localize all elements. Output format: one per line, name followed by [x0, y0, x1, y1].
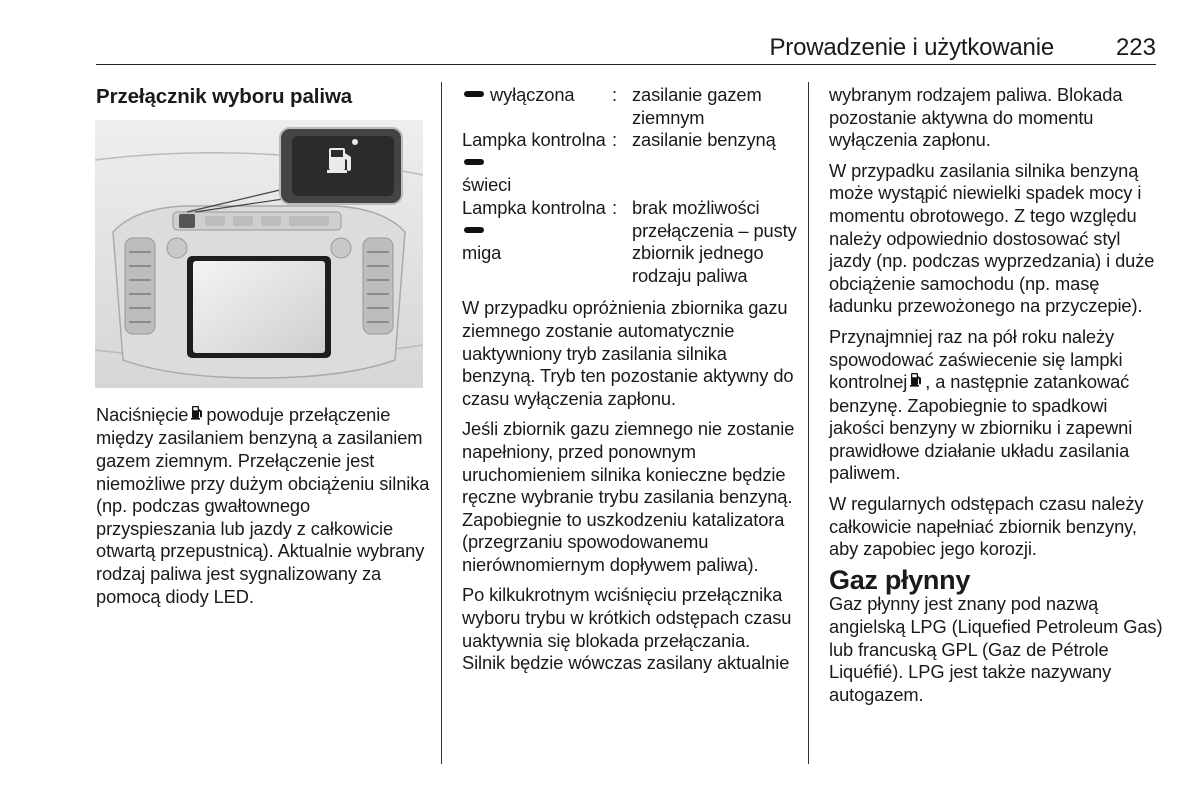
left-column [96, 86, 431, 109]
paragraph-text: Przynajmniej raz na pół roku należy spowodować zaświecenie się lampki kontrolnej [829, 325, 1123, 393]
term-text: miga [462, 242, 502, 264]
paragraph [96, 404, 431, 608]
paragraph [829, 326, 1164, 485]
status-description: brak możliwości przełączenia – pusty zbiornik jednego rodzaju paliwa [632, 196, 797, 286]
running-title: Prowadzenie i użytkowanie [769, 34, 1054, 61]
colon: : [612, 84, 617, 105]
paragraph-text: Naciśnięcie [96, 404, 189, 425]
paragraph-text: , a następnie zatankować benzynę. Zapobiegnie to spadkowi jakości benzyny w zbiorniku i zapewni prawidłowe działanie układu zasilania paliwem. [829, 371, 1133, 484]
led-indicator-icon [464, 227, 484, 233]
led-status-item [462, 197, 797, 287]
paragraph: Gaz płynny jest znany pod nazwą angielską LPG (Liquefied Petroleum Gas) lub francuską GPL (Gaz de Pétrole Liquéfié). LPG jest także nazywany autogazem. [829, 593, 1163, 705]
section-heading-lpg: Gaz płynny [829, 564, 971, 595]
paragraph: Po kilkukrotnym wciśnięciu przełącznika wyboru trybu w krótkich odstępach czasu uaktywnia się blokada przełączania. Silnik będzie wówczas zasilany aktualnie [462, 584, 792, 674]
column-divider-left [441, 82, 442, 764]
fuel-pump-icon [910, 370, 922, 393]
led-status-item [462, 129, 797, 197]
led-status-list [462, 84, 797, 287]
term-text: Lampka kontrolna [462, 129, 606, 151]
middle-column [462, 84, 797, 683]
left-column-text [96, 404, 431, 616]
header-rule [96, 64, 1156, 65]
status-description: zasilanie gazem ziemnym [632, 84, 762, 128]
page-header [96, 34, 1156, 64]
section-heading: Przełącznik wyboru paliwa [96, 85, 353, 108]
led-indicator-icon [464, 91, 484, 97]
dashboard-drawing [95, 120, 423, 388]
colon: : [612, 196, 617, 218]
term-text: świeci [462, 174, 512, 196]
dashboard-illustration [95, 120, 423, 388]
status-description: zasilanie benzyną [632, 129, 776, 151]
status-term [462, 129, 612, 197]
paragraph: Jeśli zbiornik gazu ziemnego nie zostanie napełniony, przed ponownym uruchomieniem silnika konieczne będzie ręczne wybranie trybu zasilania benzyną. Zapobiegnie to uszkodzeniu katalizatora (przegrzaniu spowodowanemu nierównomiernym dopływem paliwa). [462, 418, 795, 575]
colon: : [612, 129, 617, 151]
paragraph: W przypadku opróżnienia zbiornika gazu ziemnego zostanie automatycznie uaktywniony tryb zasilania silnika benzyną. Tryb ten pozostanie aktywny do czasu wyłączenia zapłonu. [462, 297, 794, 409]
page-number: 223 [1115, 34, 1156, 61]
fuel-pump-icon [191, 403, 203, 426]
paragraph-text: powoduje przełączenie między zasilaniem benzyną a zasilaniem gazem ziemnym. Przełączenie jest niemożliwe przy dużym obciążeniu silnika (np. podczas gwałtownego przyspieszania lub jazdy z całkowicie otwartą przepustnicą). Aktualnie wybrany rodzaj paliwa jest sygnalizowany za pomocą diody LED. [96, 404, 430, 607]
term-text: Lampka kontrolna [462, 196, 606, 218]
right-column [829, 84, 1164, 714]
term-text: wyłączona [490, 84, 575, 105]
led-status-item [462, 84, 797, 129]
status-term [462, 84, 612, 129]
column-divider-right [808, 82, 809, 764]
paragraph: W przypadku zasilania silnika benzyną może wystąpić niewielki spadek mocy i momentu obrotowego. Z tego względu należy odpowiednio dostosować styl jazdy (np. podczas wyprzedzania) i duże obciążenie samochodu (np. masę ładunku przewożonego na przyczepie). [829, 159, 1155, 317]
status-term [462, 197, 612, 287]
paragraph: W regularnych odstępach czasu należy całkowicie napełniać zbiornik benzyny, aby zapobiec jego korozji. [829, 492, 1144, 560]
paragraph: wybranym rodzajem paliwa. Blokada pozostanie aktywna do momentu wyłączenia zapłonu. [829, 84, 1123, 151]
led-indicator-icon [464, 159, 484, 165]
